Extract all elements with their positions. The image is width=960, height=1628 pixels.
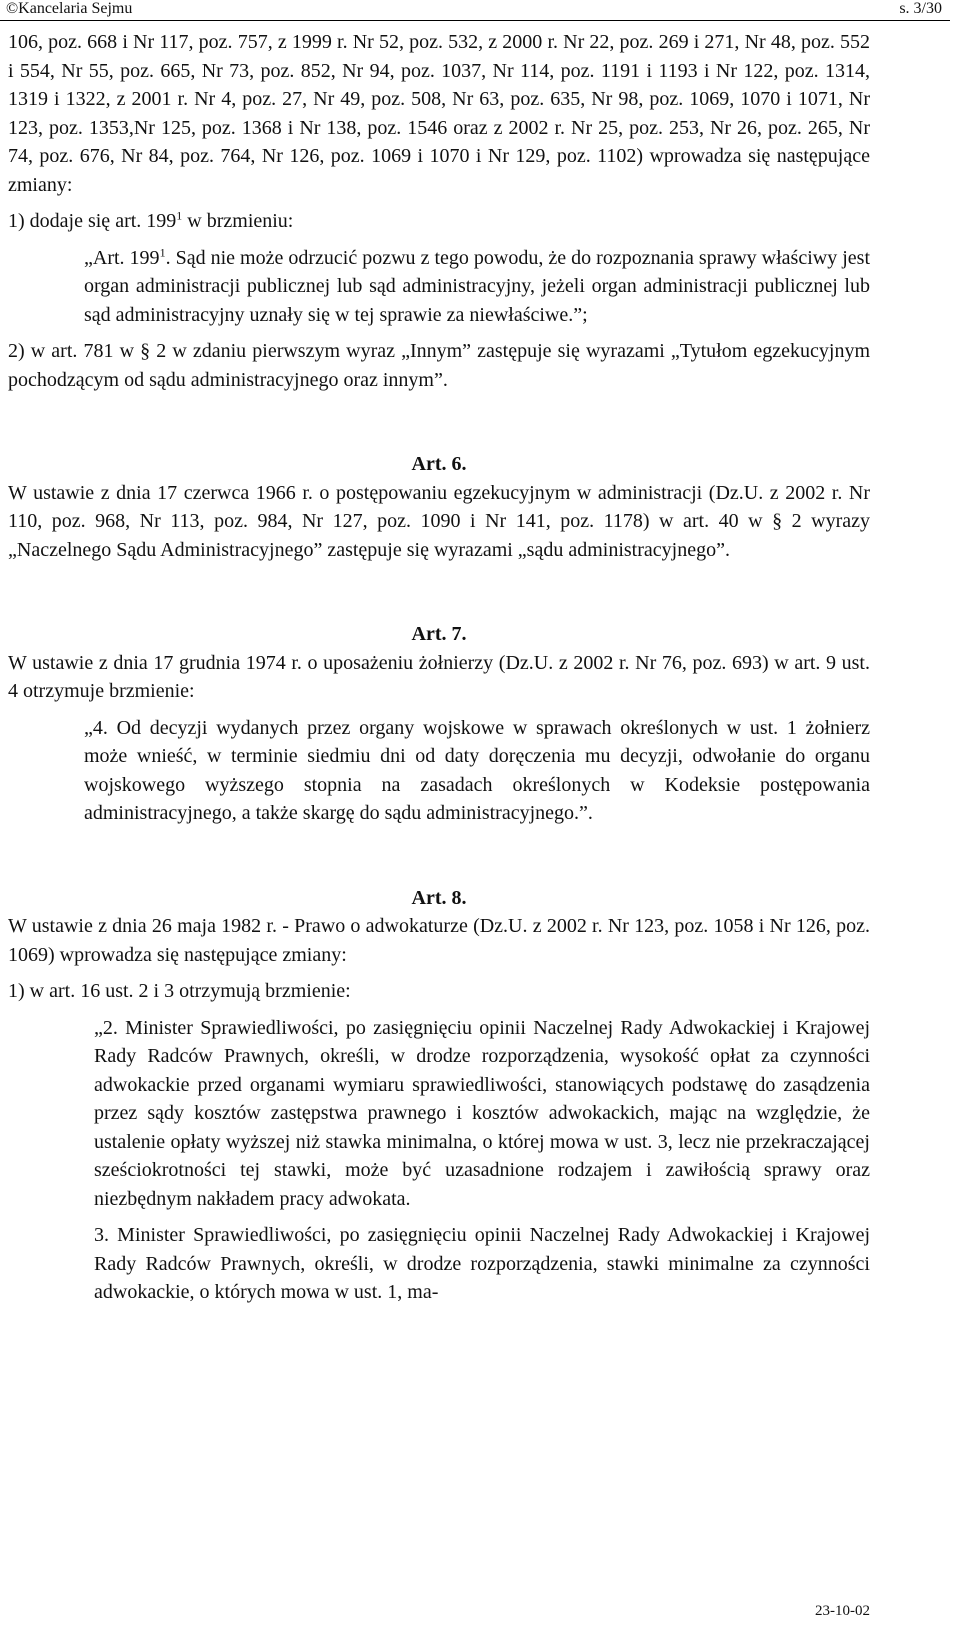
article-8-heading: Art. 8.: [411, 886, 467, 909]
article-7-text: W ustawie z dnia 17 grudnia 1974 r. o uposażeniu żołnierzy (Dz.U. z 2002 r. Nr 76, poz. 693) w art. 9 ust. 4 otrzymuje brzmienie:: [8, 651, 870, 702]
article-6-heading: Art. 6.: [411, 453, 467, 475]
article-8-list-item-1: 1) w art. 16 ust. 2 i 3 otrzymują brzmienie:: [8, 980, 351, 1002]
article-6-text: W ustawie z dnia 17 czerwca 1966 r. o postępowaniu egzekucyjnym w administracji (Dz.U. z 2002 r. Nr 110, poz. 968, Nr 113, poz. 984, Nr 127, poz. 1090 i Nr 141, poz. 1178) w art. 40 w § 2 wyrazy „Naczelnego Sądu Administracyjnego” zastępuje się wyrazami „sądu administracyjnego”.: [8, 481, 870, 561]
header-page-number: s. 3/30: [899, 0, 942, 17]
article-7-heading: Art. 7.: [411, 623, 467, 645]
header-rule: [0, 20, 950, 21]
article-8-quote-2: „2. Minister Sprawiedliwości, po zasięgnięciu opinii Naczelnej Rady Adwokackiej i Krajowej Rady Radców Prawnych, określi, w drodze rozporządzenia, wysokość opłat za czynności adwokackie przed organami wymiaru sprawiedliwości, stanowiących podstawę do zasądzenia przez sądy kosztów zastępstwa prawnego i kosztów adwokackich, mając na względzie, że ustalenie opłaty wyższej niż stawka minimalna, o której mowa w ust. 3, lecz nie przekraczającej sześciokrotności tej stawki, może być uzasadnione rodzajem i zawiłością sprawy oraz niezbędnym nakładem pracy adwokata.: [94, 1016, 870, 1210]
article-8-quote-3: 3. Minister Sprawiedliwości, po zasięgnięciu opinii Naczelnej Rady Adwokackiej i Krajowej Rady Radców Prawnych, określi, w drodze rozporządzenia, stawki minimalne za czynności adwokackie, o których mowa w ust. 1, ma-: [94, 1224, 870, 1303]
quoted-article-199-1: „Art. $199^1$. Sąd nie może odrzucić pozwu z tego powodu, że do rozpoznania sprawy właściwy jest organ administracji publicznej lub sąd administracyjny, jeżeli organ administracji publicznej lub sąd administracyjny uznały się w tej sprawie za niewłaściwe.”;: [84, 244, 870, 326]
header-copyright: ©Kancelaria Sejmu: [6, 0, 133, 17]
document-body: [8, 28, 870, 1307]
list-item-1: 1) dodaje się art. $199^1$ w brzmieniu:: [8, 208, 294, 232]
article-7-quote: „4. Od decyzji wydanych przez organy wojskowe w sprawach określonych w ust. 1 żołnierz może wnieść, w terminie siedmiu dni od daty doręczenia mu decyzji, odwołanie do organu wojskowego wyższego stopnia na zasadach określonych w Kodeksie postępowania administracyjnego, a także skargę do sądu administracyjnego.”.: [84, 716, 870, 824]
intro-paragraph: 106, poz. 668 i Nr 117, poz. 757, z 1999 r. Nr 52, poz. 532, z 2000 r. Nr 22, poz. 269 i 271, Nr 48, poz. 552 i 554, Nr 55, poz. 665, Nr 73, poz. 852, Nr 94, poz. 1037, Nr 114, poz. 1191 i 1193 i Nr 122, poz. 1314, 1319 i 1322, z 2001 r. Nr 4, poz. 27, Nr 49, poz. 508, Nr 63, poz. 635, Nr 98, poz. 1069, 1070 i 1071, Nr 123, poz. 1353,Nr 125, poz. 1368 i Nr 138, poz. 1546 oraz z 2002 r. Nr 25, poz. 253, Nr 26, poz. 265, Nr 74, poz. 676, Nr 84, poz. 764, Nr 126, poz. 1069 i 1070 i Nr 129, poz. 1102) wprowadza się następujące zmiany:: [8, 31, 870, 196]
list-item-2: 2) w art. 781 w § 2 w zdaniu pierwszym wyraz „Innym” zastępuje się wyrazami „Tytułom egzekucyjnym pochodzącym od sądu administracyjnego oraz innym”.: [8, 340, 870, 391]
article-8-text: W ustawie z dnia 26 maja 1982 r. - Prawo o adwokaturze (Dz.U. z 2002 r. Nr 123, poz. 1058 i Nr 126, poz. 1069) wprowadza się następujące zmiany:: [8, 915, 870, 966]
page-header: [6, 0, 942, 20]
page-footer-date: 23-10-02: [815, 1603, 870, 1619]
